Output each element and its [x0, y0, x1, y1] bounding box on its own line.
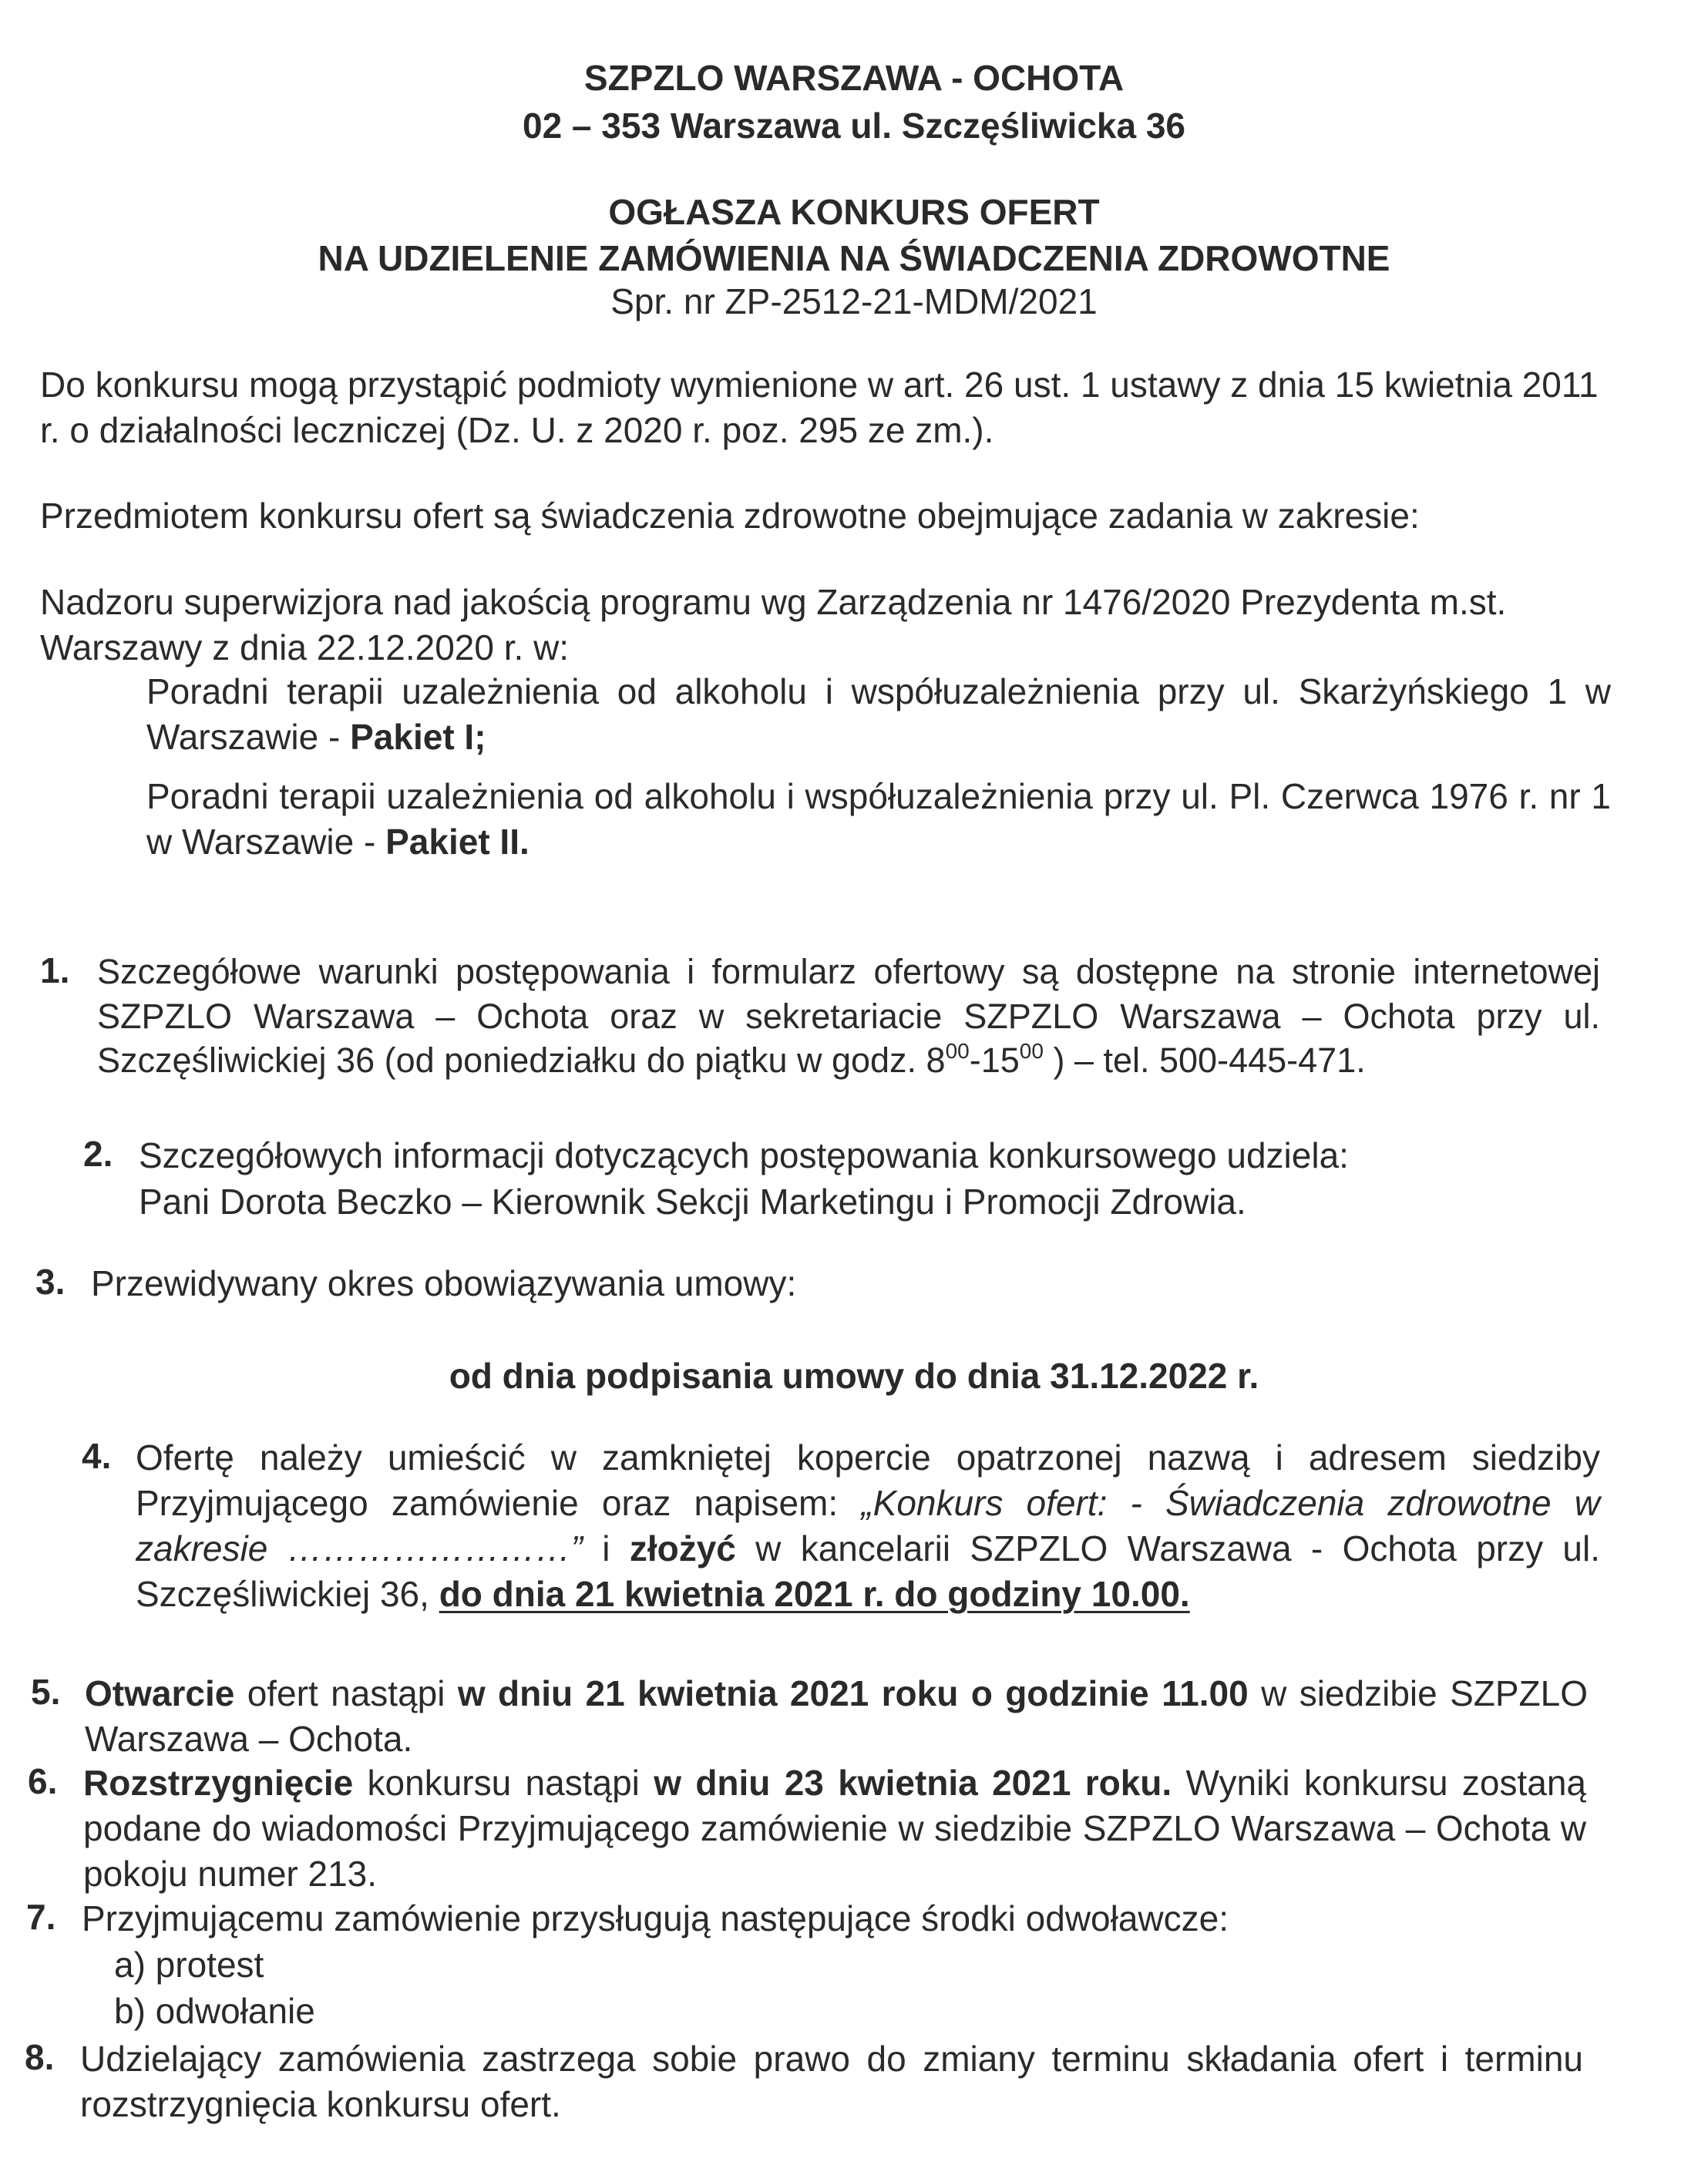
item-4-part-a: Ofertę należy umieścić w zamkniętej kopercie opatrzonej nazwą i adresem siedziby Przyjmującego zamówienie oraz napisem: — [136, 1437, 1600, 1523]
item-1-part-mid: -15 — [969, 1041, 1020, 1081]
intro-paragraph-1: Do konkursu mogą przystąpić podmioty wymienione w art. 26 ust. 1 ustawy z dnia 15 kwietnia 2011 r. o działalności leczniczej (Dz. U. z 2020 r. poz. 295 ze zm.). — [40, 365, 1599, 450]
item-6-part-b: Wyniki konkursu zostaną podane do wiadomości Przyjmującego zamówienie w siedzibie SZPZLO Warszawa – Ochota w pokoju numer 213. — [83, 1763, 1586, 1894]
package-2-text: Poradni terapii uzależnienia od alkoholu i współuzależnienia przy ul. Pl. Czerwca 1976 r. nr 1 w Warszawie - — [146, 776, 1611, 862]
announce-line-2: NA UDZIELENIE ZAMÓWIENIA NA ŚWIADCZENIA ZDROWOTNE — [318, 238, 1390, 278]
item-4-submit: złożyć — [629, 1528, 736, 1568]
item-2-number: 2. — [83, 1134, 113, 1174]
hours-start-sup: 00 — [945, 1039, 970, 1064]
item-8-number: 8. — [25, 2037, 55, 2077]
org-address: 02 – 353 Warszawa ul. Szczęśliwicka 36 — [522, 106, 1186, 146]
item-5-part-a: ofert nastąpi — [234, 1673, 458, 1713]
opening-label: Otwarcie — [85, 1673, 235, 1713]
item-5-part-b: w siedzibie SZPZLO Warszawa – Ochota. — [85, 1673, 1589, 1759]
item-2-line-2: Pani Dorota Beczko – Kierownik Sekcji Marketingu i Promocji Zdrowia. — [139, 1182, 1246, 1222]
item-1-part-b: ) – tel. 500-445-471. — [1043, 1041, 1366, 1081]
package-1-label: Pakiet I; — [350, 716, 486, 757]
item-5-number: 5. — [31, 1672, 61, 1712]
envelope-label: „Konkurs ofert: - Świadczenia zdrowotne w zakresie ……………………” — [136, 1482, 1600, 1568]
package-2-label: Pakiet II. — [385, 821, 530, 862]
org-name: SZPZLO WARSZAWA - OCHOTA — [583, 58, 1125, 98]
item-1-number: 1. — [40, 950, 70, 990]
remedy-protest: a) protest — [114, 1945, 264, 1985]
resolution-date: w dniu 23 kwietnia 2021 roku. — [654, 1763, 1172, 1803]
opening-date: w dniu 21 kwietnia 2021 roku o godzinie 11.00 — [457, 1673, 1249, 1713]
item-4-part-c: w kancelarii SZPZLO Warszawa - Ochota przy ul. Szczęśliwickiej 36, — [136, 1528, 1601, 1614]
resolution-label: Rozstrzygnięcie — [83, 1763, 354, 1803]
item-7-text: Przyjmującemu zamówienie przysługują następujące środki odwoławcze: — [82, 1898, 1229, 1938]
item-1-text — [97, 950, 1600, 1083]
item-4-number: 4. — [82, 1436, 112, 1476]
item-6-part-a: konkursu nastąpi — [353, 1763, 654, 1803]
package-1 — [146, 669, 1611, 760]
announce-line-1: OGŁASZA KONKURS OFERT — [608, 192, 1100, 232]
item-3-number: 3. — [35, 1262, 66, 1302]
item-2-line-1: Szczegółowych informacji dotyczących postępowania konkursowego udziela: — [139, 1135, 1349, 1175]
case-number: Spr. nr ZP-2512-21-MDM/2021 — [610, 281, 1098, 321]
intro-paragraph-2: Przedmiotem konkursu ofert są świadczenia zdrowotne obejmujące zadania w zakresie: — [40, 496, 1420, 536]
item-5-text — [85, 1671, 1588, 1762]
hours-end-sup: 00 — [1019, 1039, 1044, 1064]
item-4-text — [136, 1435, 1600, 1617]
item-1-part-a: Szczegółowe warunki postępowania i formularz ofertowy są dostępne na stronie internetowej SZPZLO Warszawa – Ochota oraz w sekretariacie SZPZLO Warszawa – Ochota przy ul. Szczęśliwickiej 36 (od poniedziałku do piątku w godz. 8 — [97, 952, 1600, 1081]
submission-deadline: do dnia 21 kwietnia 2021 r. do godziny 10.00. — [439, 1573, 1190, 1614]
item-6-text — [83, 1760, 1586, 1897]
item-6-number: 6. — [28, 1761, 58, 1801]
item-7-number: 7. — [26, 1897, 56, 1937]
contract-period: od dnia podpisania umowy do dnia 31.12.2022 r. — [449, 1356, 1259, 1396]
item-3-text: Przewidywany okres obowiązywania umowy: — [91, 1263, 797, 1303]
item-8-text: Udzielający zamówienia zastrzega sobie prawo do zmiany terminu składania ofert i terminu rozstrzygnięcia konkursu ofert. — [80, 2039, 1583, 2124]
intro-paragraph-3: Nadzoru superwizjora nad jakością programu wg Zarządzenia nr 1476/2020 Prezydenta m.st. Warszawy z dnia 22.12.2020 r. w: — [40, 582, 1507, 667]
remedy-appeal: b) odwołanie — [114, 1991, 315, 2031]
item-4-part-b: i — [582, 1528, 630, 1568]
package-1-text: Poradni terapii uzależnienia od alkoholu i współuzależnienia przy ul. Skarżyńskiego 1 w Warszawie - — [146, 671, 1611, 757]
package-2 — [146, 774, 1611, 865]
